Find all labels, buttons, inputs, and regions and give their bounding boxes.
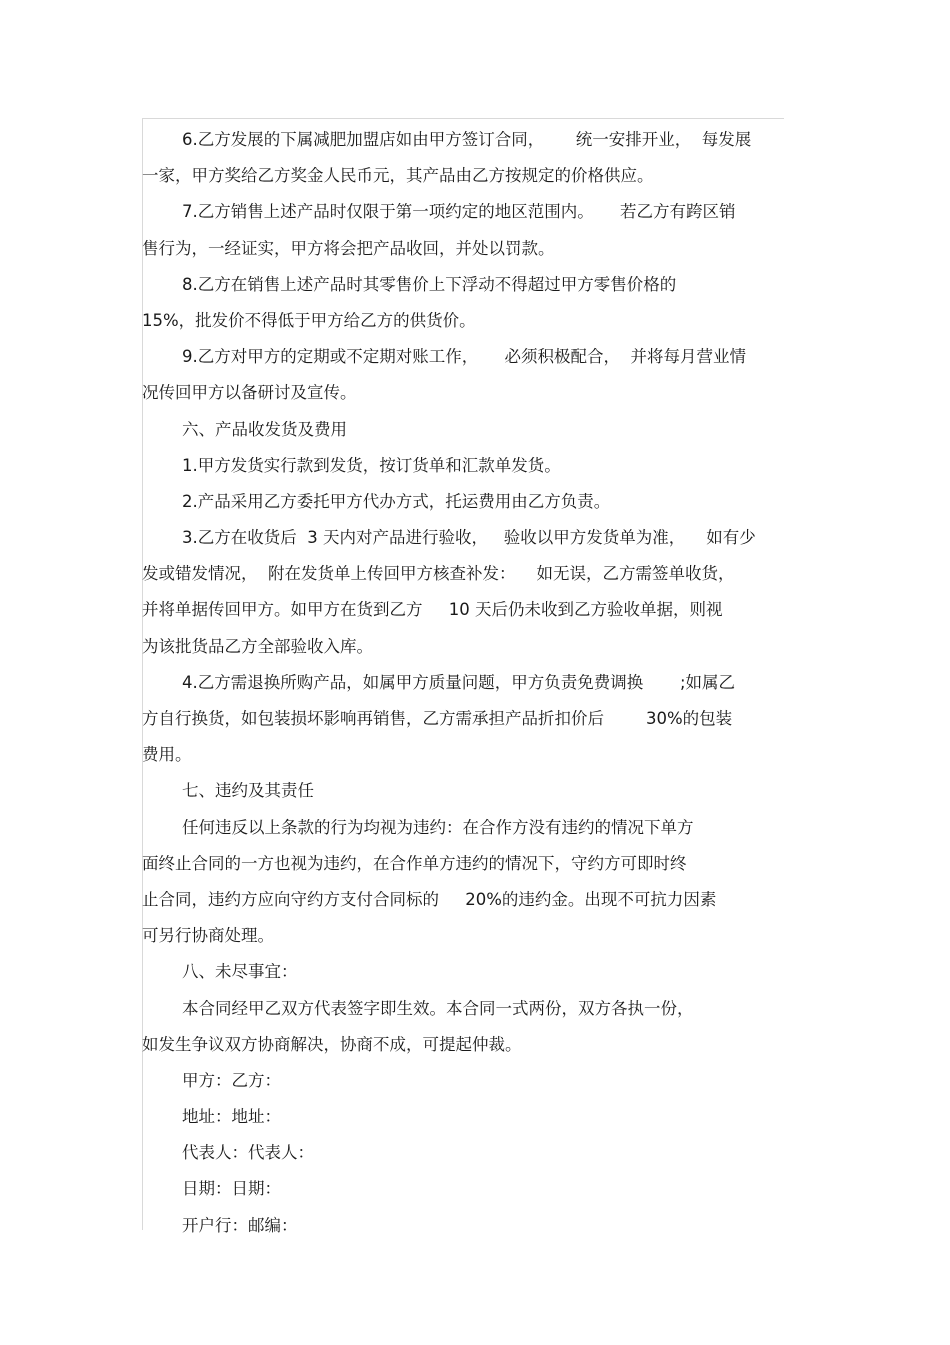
text-line: 六、产品收发货及费用 (182, 419, 347, 439)
text-line: 9.乙方对甲方的定期或不定期对账工作， 必须积极配合， 并将每月营业情 (182, 347, 746, 367)
text-line: 一家，甲方奖给乙方奖金人民币元，其产品由乙方按规定的价格供应。 (142, 166, 654, 186)
text-line: 地址：地址： (182, 1107, 281, 1127)
text-line: 2.产品采用乙方委托甲方代办方式，托运费用由乙方负责。 (182, 491, 611, 511)
text-line: 任何违反以上条款的行为均视为违约：在合作方没有违约的情况下单方 (182, 817, 694, 837)
text-line: 开户行：邮编： (182, 1215, 298, 1235)
text-line: 售行为，一经证实，甲方将会把产品收回，并处以罚款。 (142, 238, 555, 258)
text-line: 如发生争议双方协商解决，协商不成，可提起仲裁。 (142, 1034, 522, 1054)
contract-body (142, 122, 784, 1244)
text-line: 15%，批发价不得低于甲方给乙方的供货价。 (142, 310, 476, 330)
text-line: 8.乙方在销售上述产品时其零售价上下浮动不得超过甲方零售价格的 (182, 274, 677, 294)
text-line: 7.乙方销售上述产品时仅限于第一项约定的地区范围内。 若乙方有跨区销 (182, 202, 736, 222)
text-line: 4.乙方需退换所购产品，如属甲方质量问题，甲方负责免费调换 ;如属乙 (182, 672, 736, 692)
document-page (142, 118, 784, 1235)
text-line: 发或错发情况， 附在发货单上传回甲方核查补发： 如无误，乙方需签单收货， (142, 564, 735, 584)
text-line: 1.甲方发货实行款到发货，按订货单和汇款单发货。 (182, 455, 561, 475)
text-line: 面终止合同的一方也视为违约，在合作单方违约的情况下，守约方可即时终 (142, 853, 687, 873)
text-line: 并将单据传回甲方。如甲方在货到乙方 10 天后仍未收到乙方验收单据，则视 (142, 600, 723, 620)
text-line: 可另行协商处理。 (142, 926, 274, 946)
text-line: 6.乙方发展的下属减肥加盟店如由甲方签订合同， 统一安排开业， 每发展 (182, 130, 752, 149)
text-line: 费用。 (142, 745, 192, 765)
text-line: 八、未尽事宜： (182, 962, 298, 982)
text-line: 止合同，违约方应向守约方支付合同标的 20%的违约金。出现不可抗力因素 (142, 889, 717, 909)
text-line: 七、违约及其责任 (182, 781, 314, 801)
text-line: 本合同经甲乙双方代表签字即生效。本合同一式两份，双方各执一份， (182, 998, 694, 1018)
text-line: 日期：日期： (182, 1179, 281, 1199)
text-line: 甲方：乙方： (182, 1070, 281, 1090)
text-line: 方自行换货，如包装损坏影响再销售，乙方需承担产品折扣价后 30%的包装 (142, 709, 733, 728)
text-line: 为该批货品乙方全部验收入库。 (142, 636, 373, 656)
text-line: 代表人：代表人： (182, 1143, 314, 1163)
text-line: 3.乙方在收货后 3 天内对产品进行验收， 验收以甲方发货单为准， 如有少 (182, 528, 756, 548)
text-line: 况传回甲方以备研讨及宣传。 (142, 383, 357, 403)
page-top-border (142, 118, 784, 119)
